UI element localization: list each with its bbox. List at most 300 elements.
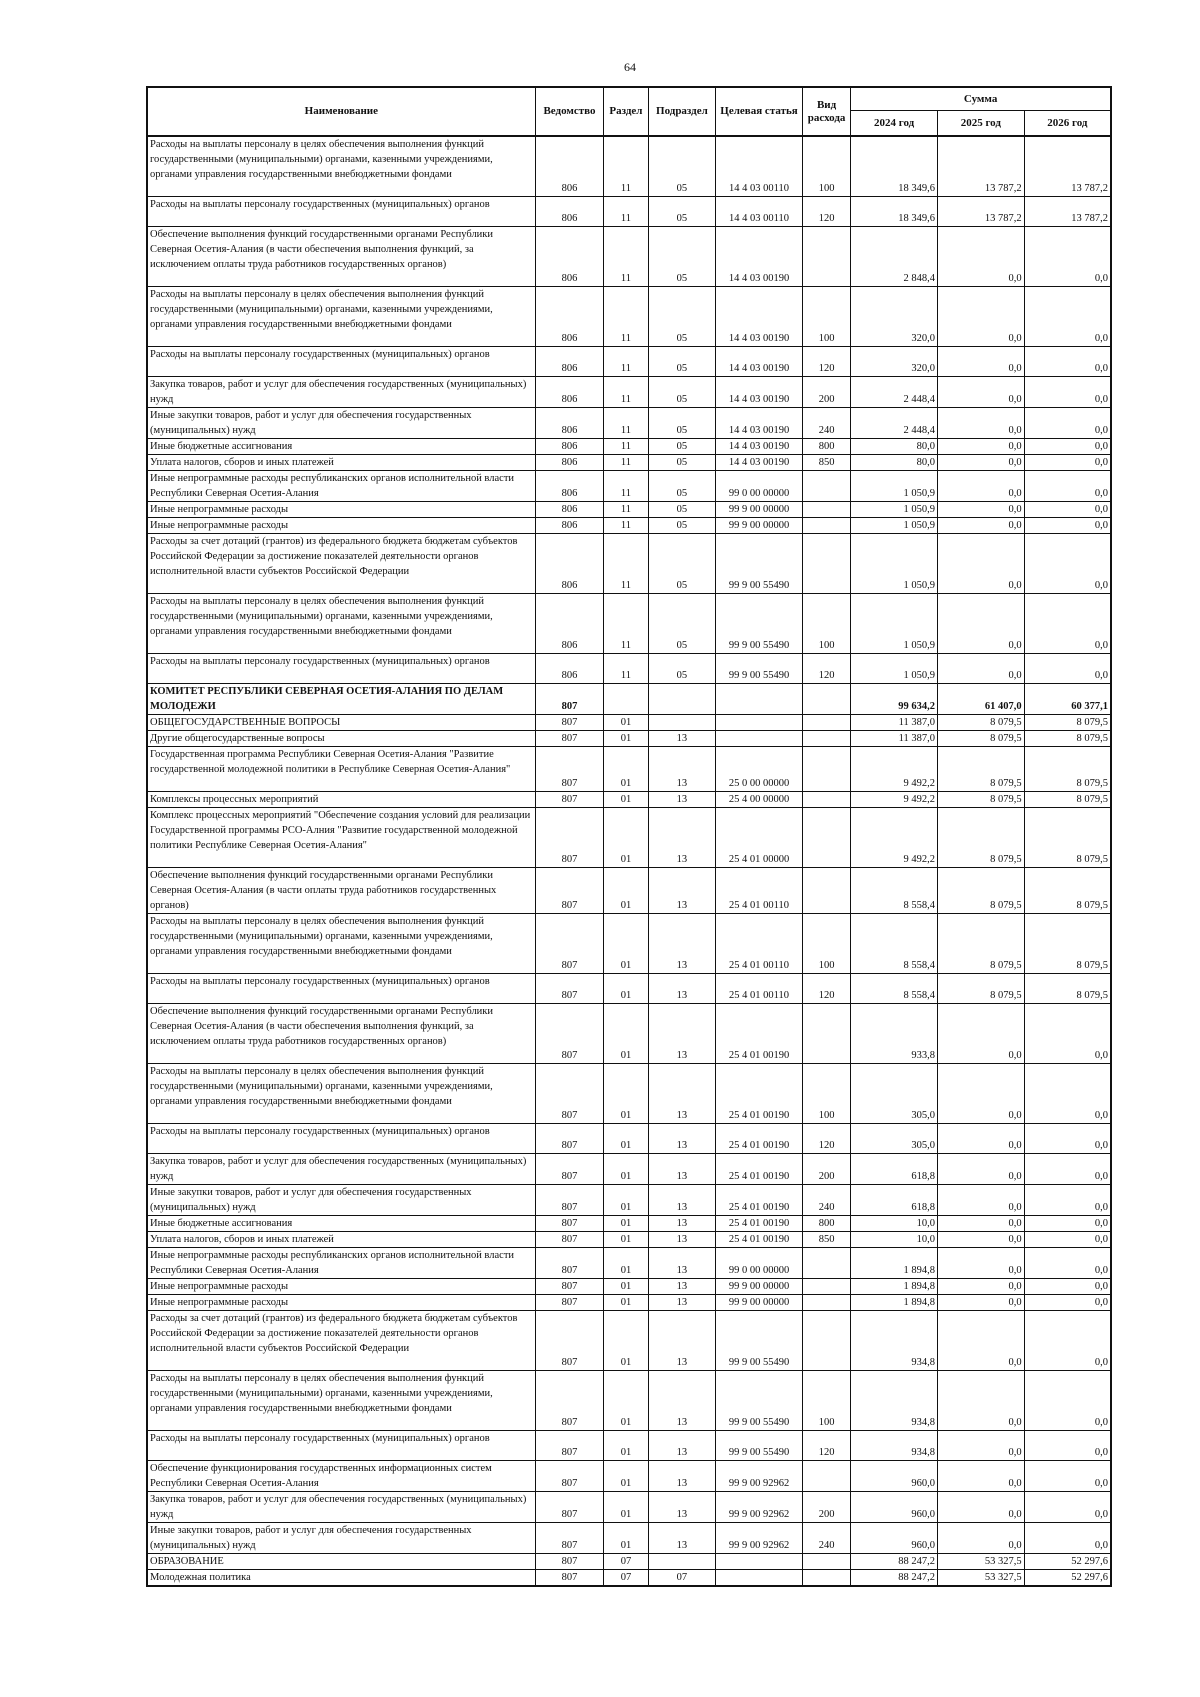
row-2025: 8 079,5 [937, 868, 1024, 914]
table-row [147, 1248, 1111, 1279]
row-section: 01 [604, 1154, 648, 1185]
row-2026: 0,0 [1024, 654, 1111, 684]
table-row [147, 227, 1111, 287]
row-2024: 1 894,8 [851, 1295, 938, 1311]
row-target [716, 715, 803, 731]
row-2025: 0,0 [937, 408, 1024, 439]
row-name: Молодежная политика [147, 1570, 535, 1587]
row-name: Расходы на выплаты персоналу в целях обеспечения выполнения функций государственными (муниципальными) органами, казенными учреждениями, органами управления государственными внебюджетными фондами [147, 914, 535, 974]
row-2024: 960,0 [851, 1461, 938, 1492]
row-2024: 2 448,4 [851, 408, 938, 439]
row-2024: 618,8 [851, 1154, 938, 1185]
row-name: Комплекс процессных мероприятий "Обеспечение создания условий для реализации Государственной программы РСО-Алния "Развитие государственной молодежной политики Республике Северная Осетия-Алания" [147, 808, 535, 868]
row-target: 99 9 00 55490 [716, 1311, 803, 1371]
header-dept: Ведомство [535, 87, 604, 136]
row-target: 99 0 00 00000 [716, 471, 803, 502]
header-2024: 2024 год [851, 111, 938, 137]
row-subsection: 13 [648, 1185, 716, 1216]
row-section: 01 [604, 868, 648, 914]
row-2024: 9 492,2 [851, 792, 938, 808]
row-subsection: 05 [648, 594, 716, 654]
row-kind: 100 [802, 287, 850, 347]
row-2025: 0,0 [937, 377, 1024, 408]
row-2025: 0,0 [937, 1232, 1024, 1248]
table-row [147, 715, 1111, 731]
row-target: 99 9 00 92962 [716, 1492, 803, 1523]
header-name: Наименование [147, 87, 535, 136]
table-row [147, 534, 1111, 594]
row-2024: 934,8 [851, 1311, 938, 1371]
row-dept: 806 [535, 439, 604, 455]
row-name: Иные бюджетные ассигнования [147, 439, 535, 455]
header-kind: Вид расхода [802, 87, 850, 136]
row-2024: 11 387,0 [851, 715, 938, 731]
row-dept: 806 [535, 654, 604, 684]
row-2026: 0,0 [1024, 1154, 1111, 1185]
row-section: 01 [604, 1461, 648, 1492]
row-2025: 0,0 [937, 594, 1024, 654]
row-2024: 960,0 [851, 1523, 938, 1554]
row-subsection: 13 [648, 1154, 716, 1185]
row-2026: 0,0 [1024, 1279, 1111, 1295]
row-kind [802, 502, 850, 518]
row-name: Иные закупки товаров, работ и услуг для обеспечения государственных (муниципальных) нужд [147, 408, 535, 439]
row-target: 99 9 00 55490 [716, 1371, 803, 1431]
row-kind: 120 [802, 347, 850, 377]
row-target: 99 9 00 92962 [716, 1461, 803, 1492]
row-2024: 10,0 [851, 1232, 938, 1248]
row-kind: 100 [802, 1064, 850, 1124]
table-row [147, 1004, 1111, 1064]
row-2025: 0,0 [937, 1371, 1024, 1431]
table-row [147, 136, 1111, 197]
row-name: КОМИТЕТ РЕСПУБЛИКИ СЕВЕРНАЯ ОСЕТИЯ-АЛАНИЯ ПО ДЕЛАМ МОЛОДЕЖИ [147, 684, 535, 715]
row-dept: 806 [535, 455, 604, 471]
row-section: 01 [604, 1295, 648, 1311]
row-kind: 200 [802, 1154, 850, 1185]
table-row [147, 1064, 1111, 1124]
row-section: 01 [604, 808, 648, 868]
row-dept: 807 [535, 868, 604, 914]
table-row [147, 684, 1111, 715]
row-subsection: 05 [648, 534, 716, 594]
row-subsection: 13 [648, 808, 716, 868]
row-target: 14 4 03 00190 [716, 347, 803, 377]
row-target: 14 4 03 00190 [716, 408, 803, 439]
row-2026: 0,0 [1024, 1248, 1111, 1279]
row-2024: 1 050,9 [851, 518, 938, 534]
row-dept: 807 [535, 1216, 604, 1232]
header-target: Целевая статья [716, 87, 803, 136]
row-2024: 934,8 [851, 1431, 938, 1461]
row-2024: 80,0 [851, 455, 938, 471]
row-name: Иные закупки товаров, работ и услуг для обеспечения государственных (муниципальных) нужд [147, 1523, 535, 1554]
row-2025: 0,0 [937, 347, 1024, 377]
row-subsection: 05 [648, 287, 716, 347]
table-row [147, 1431, 1111, 1461]
row-kind: 120 [802, 654, 850, 684]
row-name: Закупка товаров, работ и услуг для обеспечения государственных (муниципальных) нужд [147, 1492, 535, 1523]
row-target [716, 684, 803, 715]
row-section: 11 [604, 136, 648, 197]
table-row [147, 1554, 1111, 1570]
row-name: Уплата налогов, сборов и иных платежей [147, 455, 535, 471]
row-subsection: 13 [648, 974, 716, 1004]
row-target: 14 4 03 00190 [716, 439, 803, 455]
row-2026: 0,0 [1024, 1431, 1111, 1461]
row-2024: 99 634,2 [851, 684, 938, 715]
row-2026: 0,0 [1024, 534, 1111, 594]
row-target: 14 4 03 00190 [716, 455, 803, 471]
row-name: Уплата налогов, сборов и иных платежей [147, 1232, 535, 1248]
row-subsection: 13 [648, 1064, 716, 1124]
row-kind: 240 [802, 1523, 850, 1554]
row-section: 01 [604, 1064, 648, 1124]
row-target: 99 9 00 55490 [716, 654, 803, 684]
row-target: 25 4 01 00190 [716, 1232, 803, 1248]
row-2025: 13 787,2 [937, 136, 1024, 197]
row-2024: 305,0 [851, 1124, 938, 1154]
row-2025: 8 079,5 [937, 808, 1024, 868]
row-2024: 305,0 [851, 1064, 938, 1124]
row-kind: 850 [802, 1232, 850, 1248]
row-target: 99 9 00 00000 [716, 1295, 803, 1311]
table-row [147, 1461, 1111, 1492]
row-dept: 806 [535, 594, 604, 654]
row-2024: 10,0 [851, 1216, 938, 1232]
table-row [147, 1523, 1111, 1554]
table-row [147, 1570, 1111, 1587]
row-kind [802, 715, 850, 731]
row-kind: 120 [802, 974, 850, 1004]
row-dept: 806 [535, 197, 604, 227]
row-dept: 807 [535, 1461, 604, 1492]
row-2025: 61 407,0 [937, 684, 1024, 715]
row-2025: 0,0 [937, 1295, 1024, 1311]
table-body [147, 136, 1111, 1586]
row-dept: 807 [535, 1124, 604, 1154]
row-section: 07 [604, 1570, 648, 1587]
row-target: 99 9 00 00000 [716, 502, 803, 518]
row-2024: 18 349,6 [851, 197, 938, 227]
row-2026: 0,0 [1024, 455, 1111, 471]
row-target: 99 0 00 00000 [716, 1248, 803, 1279]
row-kind [802, 1295, 850, 1311]
table-row [147, 1492, 1111, 1523]
row-2026: 52 297,6 [1024, 1554, 1111, 1570]
row-2026: 0,0 [1024, 594, 1111, 654]
row-name: Иные непрограммные расходы республиканских органов исполнительной власти Республики Северная Осетия-Алания [147, 1248, 535, 1279]
row-section: 01 [604, 914, 648, 974]
row-2024: 320,0 [851, 347, 938, 377]
row-subsection: 13 [648, 1461, 716, 1492]
row-kind: 100 [802, 594, 850, 654]
header-sum: Сумма [851, 87, 1111, 111]
table-row [147, 731, 1111, 747]
table-row [147, 747, 1111, 792]
row-subsection: 13 [648, 1431, 716, 1461]
row-name: Расходы за счет дотаций (грантов) из федерального бюджета бюджетам субъектов Российской Федерации за достижение показателей деятельности органов исполнительной власти субъектов Российской Федерации [147, 534, 535, 594]
row-2024: 1 894,8 [851, 1279, 938, 1295]
row-2024: 1 894,8 [851, 1248, 938, 1279]
row-2026: 0,0 [1024, 471, 1111, 502]
row-section: 11 [604, 227, 648, 287]
row-section: 11 [604, 471, 648, 502]
row-2024: 1 050,9 [851, 471, 938, 502]
row-section: 07 [604, 1554, 648, 1570]
row-target: 99 9 00 55490 [716, 534, 803, 594]
row-2024: 2 848,4 [851, 227, 938, 287]
row-subsection: 05 [648, 377, 716, 408]
row-section: 11 [604, 347, 648, 377]
row-dept: 807 [535, 1248, 604, 1279]
row-name: Иные непрограммные расходы республиканских органов исполнительной власти Республики Северная Осетия-Алания [147, 471, 535, 502]
row-2025: 8 079,5 [937, 974, 1024, 1004]
row-name: Обеспечение выполнения функций государственными органами Республики Северная Осетия-Алания (в части оплаты труда работников государственных органов) [147, 868, 535, 914]
row-name: Расходы на выплаты персоналу в целях обеспечения выполнения функций государственными (муниципальными) органами, казенными учреждениями, органами управления государственными внебюджетными фондами [147, 594, 535, 654]
row-2026: 8 079,5 [1024, 792, 1111, 808]
row-2025: 0,0 [937, 1004, 1024, 1064]
row-dept: 807 [535, 1431, 604, 1461]
row-name: Иные непрограммные расходы [147, 518, 535, 534]
row-2026: 0,0 [1024, 518, 1111, 534]
row-section: 01 [604, 1216, 648, 1232]
row-2024: 1 050,9 [851, 654, 938, 684]
row-subsection [648, 684, 716, 715]
row-kind: 120 [802, 1124, 850, 1154]
row-subsection: 13 [648, 1295, 716, 1311]
row-section: 11 [604, 455, 648, 471]
row-section: 11 [604, 594, 648, 654]
row-kind [802, 1004, 850, 1064]
row-section: 11 [604, 408, 648, 439]
row-dept: 807 [535, 1295, 604, 1311]
row-2026: 8 079,5 [1024, 868, 1111, 914]
table-row [147, 1295, 1111, 1311]
row-dept: 807 [535, 1154, 604, 1185]
row-dept: 806 [535, 518, 604, 534]
row-2025: 0,0 [937, 227, 1024, 287]
row-name: Расходы на выплаты персоналу государственных (муниципальных) органов [147, 654, 535, 684]
row-2026: 8 079,5 [1024, 747, 1111, 792]
row-2024: 2 448,4 [851, 377, 938, 408]
row-dept: 806 [535, 227, 604, 287]
row-subsection: 13 [648, 1004, 716, 1064]
row-subsection [648, 1554, 716, 1570]
row-dept: 806 [535, 377, 604, 408]
row-kind: 100 [802, 136, 850, 197]
row-name: Расходы на выплаты персоналу в целях обеспечения выполнения функций государственными (муниципальными) органами, казенными учреждениями, органами управления государственными внебюджетными фондами [147, 1371, 535, 1431]
row-subsection: 05 [648, 455, 716, 471]
row-section: 11 [604, 287, 648, 347]
table-row [147, 502, 1111, 518]
row-2026: 13 787,2 [1024, 197, 1111, 227]
row-subsection: 13 [648, 1523, 716, 1554]
row-subsection: 13 [648, 1311, 716, 1371]
row-2024: 8 558,4 [851, 868, 938, 914]
row-2024: 960,0 [851, 1492, 938, 1523]
row-target: 25 4 00 00000 [716, 792, 803, 808]
row-section: 11 [604, 377, 648, 408]
row-name: Иные закупки товаров, работ и услуг для обеспечения государственных (муниципальных) нужд [147, 1185, 535, 1216]
row-2026: 8 079,5 [1024, 808, 1111, 868]
header-subsection: Подраздел [648, 87, 716, 136]
row-section: 01 [604, 1004, 648, 1064]
row-kind: 800 [802, 439, 850, 455]
row-subsection: 05 [648, 408, 716, 439]
row-target: 14 4 03 00110 [716, 197, 803, 227]
row-section: 01 [604, 1523, 648, 1554]
row-2024: 9 492,2 [851, 747, 938, 792]
row-kind: 200 [802, 377, 850, 408]
row-name: Государственная программа Республики Северная Осетия-Алания "Развитие государственной молодежной политики в Республике Северная Осетия-Алания" [147, 747, 535, 792]
row-section: 11 [604, 534, 648, 594]
row-dept: 807 [535, 914, 604, 974]
row-name: Расходы на выплаты персоналу в целях обеспечения выполнения функций государственными (муниципальными) органами, казенными учреждениями, органами управления государственными внебюджетными фондами [147, 1064, 535, 1124]
row-subsection: 05 [648, 347, 716, 377]
row-kind: 200 [802, 1492, 850, 1523]
row-subsection: 05 [648, 439, 716, 455]
header-2025: 2025 год [937, 111, 1024, 137]
row-dept: 807 [535, 1523, 604, 1554]
row-dept: 806 [535, 408, 604, 439]
table-row [147, 408, 1111, 439]
row-2025: 0,0 [937, 1311, 1024, 1371]
row-target: 25 4 01 00110 [716, 914, 803, 974]
row-dept: 806 [535, 287, 604, 347]
row-2026: 8 079,5 [1024, 974, 1111, 1004]
table-row [147, 792, 1111, 808]
row-2026: 60 377,1 [1024, 684, 1111, 715]
row-kind [802, 1570, 850, 1587]
row-subsection: 13 [648, 1371, 716, 1431]
row-section: 01 [604, 974, 648, 1004]
row-section: 01 [604, 1279, 648, 1295]
row-section: 11 [604, 518, 648, 534]
row-dept: 806 [535, 502, 604, 518]
row-2026: 0,0 [1024, 287, 1111, 347]
row-2026: 0,0 [1024, 1185, 1111, 1216]
table-row [147, 654, 1111, 684]
row-dept: 807 [535, 1371, 604, 1431]
table-row [147, 347, 1111, 377]
table-row [147, 377, 1111, 408]
table-row [147, 1371, 1111, 1431]
row-2025: 8 079,5 [937, 792, 1024, 808]
row-section: 11 [604, 502, 648, 518]
row-kind [802, 471, 850, 502]
row-subsection: 05 [648, 471, 716, 502]
row-2026: 0,0 [1024, 1295, 1111, 1311]
row-kind [802, 1248, 850, 1279]
row-name: Расходы на выплаты персоналу в целях обеспечения выполнения функций государственными (муниципальными) органами, казенными учреждениями, органами управления государственными внебюджетными фондами [147, 287, 535, 347]
row-target: 25 4 01 00190 [716, 1185, 803, 1216]
row-target: 25 0 00 00000 [716, 747, 803, 792]
row-2025: 0,0 [937, 1124, 1024, 1154]
row-2025: 0,0 [937, 1523, 1024, 1554]
row-subsection [648, 715, 716, 731]
row-section: 11 [604, 439, 648, 455]
row-2024: 934,8 [851, 1371, 938, 1431]
row-subsection: 13 [648, 1124, 716, 1154]
table-row [147, 914, 1111, 974]
table-row [147, 1232, 1111, 1248]
row-name: ОБЩЕГОСУДАРСТВЕННЫЕ ВОПРОСЫ [147, 715, 535, 731]
row-2026: 0,0 [1024, 502, 1111, 518]
row-kind [802, 534, 850, 594]
row-2024: 618,8 [851, 1185, 938, 1216]
row-kind [802, 518, 850, 534]
table-row [147, 1279, 1111, 1295]
row-dept: 806 [535, 471, 604, 502]
row-kind: 240 [802, 408, 850, 439]
row-section: 01 [604, 731, 648, 747]
row-section: 01 [604, 715, 648, 731]
budget-table [146, 86, 1112, 1587]
row-target: 14 4 03 00110 [716, 136, 803, 197]
row-2025: 0,0 [937, 1279, 1024, 1295]
row-dept: 807 [535, 1064, 604, 1124]
row-target [716, 1570, 803, 1587]
row-name: Другие общегосударственные вопросы [147, 731, 535, 747]
row-2024: 18 349,6 [851, 136, 938, 197]
row-dept: 806 [535, 136, 604, 197]
row-2024: 1 050,9 [851, 594, 938, 654]
table-row [147, 518, 1111, 534]
row-name: Расходы на выплаты персоналу государственных (муниципальных) органов [147, 347, 535, 377]
row-name: Закупка товаров, работ и услуг для обеспечения государственных (муниципальных) нужд [147, 1154, 535, 1185]
row-subsection: 05 [648, 197, 716, 227]
row-2024: 88 247,2 [851, 1554, 938, 1570]
row-2026: 0,0 [1024, 227, 1111, 287]
row-2025: 0,0 [937, 471, 1024, 502]
row-name: Расходы на выплаты персоналу в целях обеспечения выполнения функций государственными (муниципальными) органами, казенными учреждениями, органами управления государственными внебюджетными фондами [147, 136, 535, 197]
row-target: 25 4 01 00190 [716, 1154, 803, 1185]
row-kind: 100 [802, 1371, 850, 1431]
row-2026: 8 079,5 [1024, 715, 1111, 731]
row-target: 25 4 01 00190 [716, 1216, 803, 1232]
row-target [716, 1554, 803, 1570]
row-subsection: 13 [648, 731, 716, 747]
row-kind: 850 [802, 455, 850, 471]
row-subsection: 05 [648, 502, 716, 518]
row-2026: 0,0 [1024, 1004, 1111, 1064]
row-name: Обеспечение выполнения функций государственными органами Республики Северная Осетия-Алания (в части обеспечения выполнения функций, за исключением оплаты труда работников государственных органов) [147, 1004, 535, 1064]
row-subsection: 13 [648, 868, 716, 914]
row-name: Иные непрограммные расходы [147, 1295, 535, 1311]
row-dept: 807 [535, 1004, 604, 1064]
row-2024: 320,0 [851, 287, 938, 347]
row-dept: 807 [535, 747, 604, 792]
row-2025: 53 327,5 [937, 1570, 1024, 1587]
row-2025: 8 079,5 [937, 747, 1024, 792]
row-dept: 807 [535, 1232, 604, 1248]
row-2026: 0,0 [1024, 1461, 1111, 1492]
row-subsection: 13 [648, 1279, 716, 1295]
row-subsection: 13 [648, 914, 716, 974]
row-subsection: 13 [648, 1248, 716, 1279]
row-subsection: 13 [648, 1492, 716, 1523]
row-dept: 807 [535, 808, 604, 868]
table-row [147, 1154, 1111, 1185]
row-2026: 0,0 [1024, 1124, 1111, 1154]
row-2024: 8 558,4 [851, 914, 938, 974]
row-2026: 0,0 [1024, 377, 1111, 408]
row-2024: 8 558,4 [851, 974, 938, 1004]
row-subsection: 05 [648, 227, 716, 287]
row-target [716, 731, 803, 747]
row-2025: 0,0 [937, 654, 1024, 684]
